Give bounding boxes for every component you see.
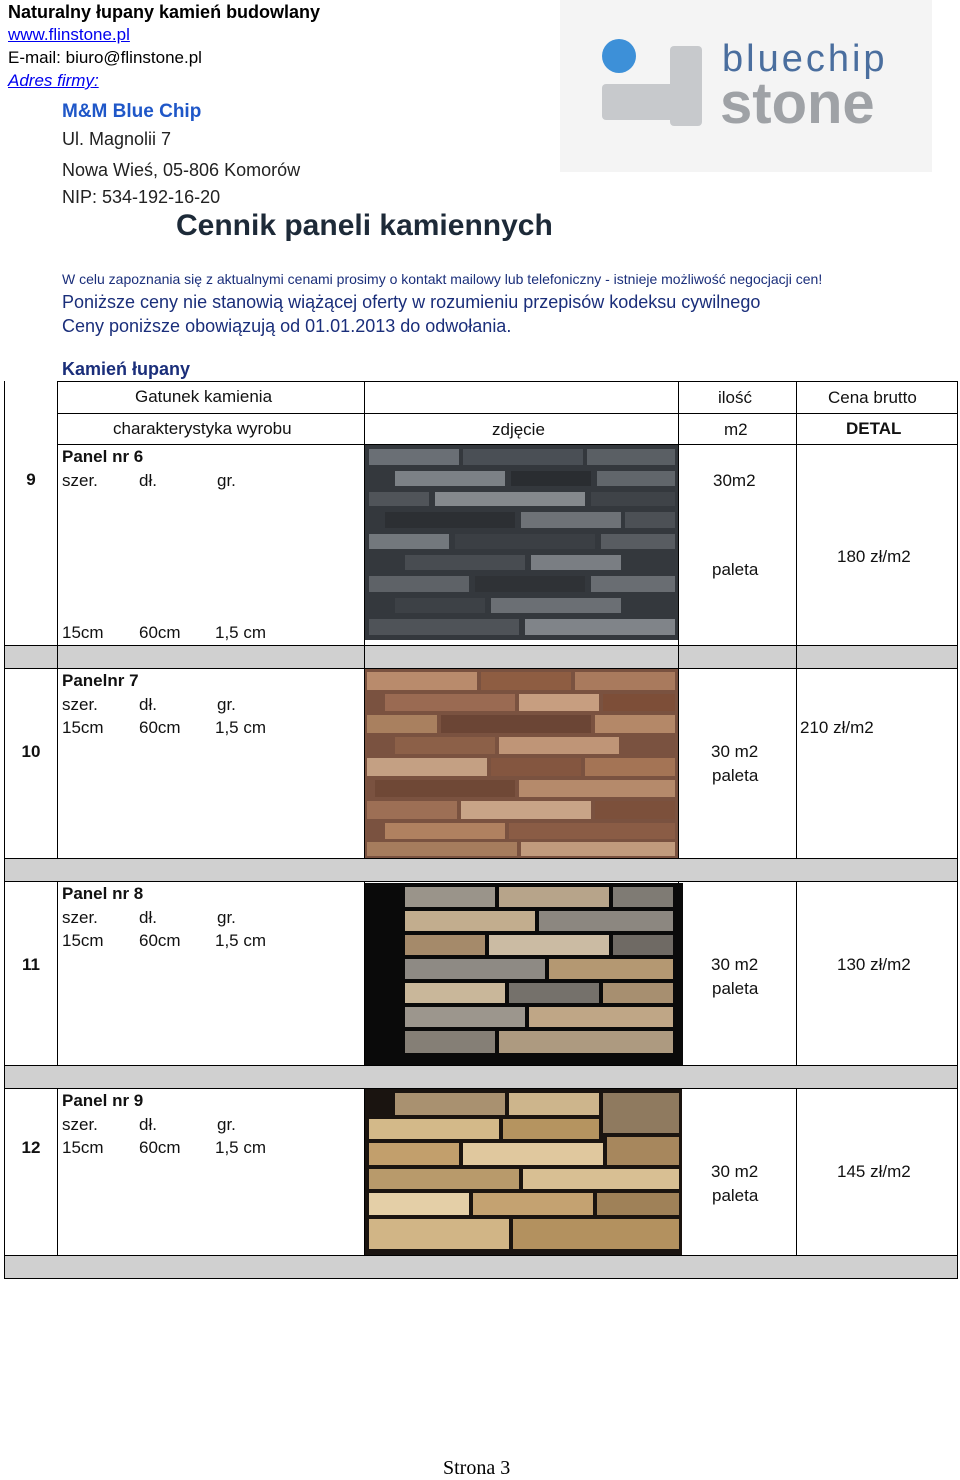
note-validity: Ceny poniższe obowiązują od 01.01.2013 do odwołania. bbox=[62, 316, 512, 336]
page-number: Strona 3 bbox=[443, 1457, 511, 1479]
quantity: 30 m2 bbox=[711, 1162, 759, 1181]
unit: paleta bbox=[712, 560, 759, 579]
dim-label-length: dł. bbox=[139, 908, 157, 927]
header-gatunek: Gatunek kamienia bbox=[135, 387, 273, 406]
address-nip: NIP: 534-192-16-20 bbox=[62, 187, 221, 207]
dim-label-thickness: gr. bbox=[217, 908, 236, 927]
header-cena: Cena brutto bbox=[828, 388, 917, 407]
header-zdjecie: zdjęcie bbox=[492, 420, 545, 439]
product-name: Panelnr 7 bbox=[62, 671, 139, 690]
dim-label-width: szer. bbox=[62, 471, 98, 490]
row-number: 12 bbox=[21, 1138, 41, 1157]
price: 145 zł/m2 bbox=[837, 1162, 911, 1181]
header-detal: DETAL bbox=[846, 419, 902, 438]
rust-stone-photo bbox=[365, 669, 678, 858]
dark-slate-photo bbox=[365, 445, 678, 640]
dim-value-length: 60cm bbox=[139, 1138, 181, 1157]
section-title: Kamień łupany bbox=[62, 359, 191, 379]
company-line: Naturalny łupany kamień budowlany bbox=[8, 2, 321, 22]
dim-label-length: dł. bbox=[139, 471, 157, 490]
dim-label-width: szer. bbox=[62, 908, 98, 927]
mixed-slate-photo bbox=[365, 883, 683, 1065]
quantity: 30 m2 bbox=[711, 742, 759, 761]
dim-label-thickness: gr. bbox=[217, 1115, 236, 1134]
quantity: 30m2 bbox=[713, 471, 756, 490]
product-name: Panel nr 8 bbox=[62, 884, 144, 903]
product-name: Panel nr 9 bbox=[62, 1091, 144, 1110]
dim-label-width: szer. bbox=[62, 1115, 98, 1134]
dim-value-width: 15cm bbox=[62, 623, 104, 642]
price: 130 zł/m2 bbox=[837, 955, 911, 974]
dim-value-thickness: 1,5 cm bbox=[215, 931, 267, 950]
unit: paleta bbox=[712, 979, 759, 998]
unit: paleta bbox=[712, 766, 759, 785]
website-link[interactable]: www.flinstone.pl bbox=[8, 25, 130, 44]
dim-value-length: 60cm bbox=[139, 931, 181, 950]
row-number: 10 bbox=[21, 742, 41, 761]
bluechip-stone-logo bbox=[560, 0, 932, 172]
logo-word-bluechip: bluechip bbox=[722, 38, 888, 80]
dim-value-thickness: 1,5 cm bbox=[215, 1138, 267, 1157]
address-company-name: M&M Blue Chip bbox=[62, 101, 202, 122]
dim-value-width: 15cm bbox=[62, 718, 104, 737]
dim-label-length: dł. bbox=[139, 695, 157, 714]
dim-value-width: 15cm bbox=[62, 931, 104, 950]
price: 210 zł/m2 bbox=[800, 718, 874, 737]
dim-label-length: dł. bbox=[139, 1115, 157, 1134]
price: 180 zł/m2 bbox=[837, 547, 911, 566]
header-ilosc: ilość bbox=[718, 388, 753, 407]
dim-value-length: 60cm bbox=[139, 623, 181, 642]
row-number: 11 bbox=[22, 955, 40, 974]
logo-word-stone: stone bbox=[720, 71, 875, 136]
quantity: 30 m2 bbox=[711, 955, 759, 974]
dim-label-thickness: gr. bbox=[217, 471, 236, 490]
address-city: Nowa Wieś, 05-806 Komorów bbox=[62, 160, 301, 180]
product-name: Panel nr 6 bbox=[62, 447, 144, 466]
dim-value-width: 15cm bbox=[62, 1138, 104, 1157]
header-m2: m2 bbox=[724, 420, 748, 439]
unit: paleta bbox=[712, 1186, 759, 1205]
logo-dot-icon bbox=[602, 39, 636, 73]
dim-value-thickness: 1,5 cm bbox=[215, 623, 267, 642]
note-contact: W celu zapoznania się z aktualnymi cenami prosimy o kontakt mailowy lub telefoniczny - istnieje możliwość negocjacji cen! bbox=[62, 271, 823, 287]
row-number: 9 bbox=[26, 470, 36, 489]
address-street: Ul. Magnolii 7 bbox=[62, 129, 172, 149]
email-line: E-mail: biuro@flinstone.pl bbox=[8, 48, 202, 67]
golden-stone-photo bbox=[365, 1089, 682, 1255]
dim-label-thickness: gr. bbox=[217, 695, 236, 714]
dim-label-width: szer. bbox=[62, 695, 98, 714]
header-charakterystyka: charakterystyka wyrobu bbox=[113, 419, 292, 438]
dim-value-thickness: 1,5 cm bbox=[215, 718, 267, 737]
address-label[interactable]: Adres firmy: bbox=[8, 71, 99, 90]
note-legal: Poniższe ceny nie stanowią wiążącej oferty w rozumieniu przepisów kodeksu cywilnego bbox=[62, 292, 761, 312]
logo-mark-base-icon bbox=[602, 84, 702, 120]
dim-value-length: 60cm bbox=[139, 718, 181, 737]
page-title: Cennik paneli kamiennych bbox=[176, 209, 553, 242]
